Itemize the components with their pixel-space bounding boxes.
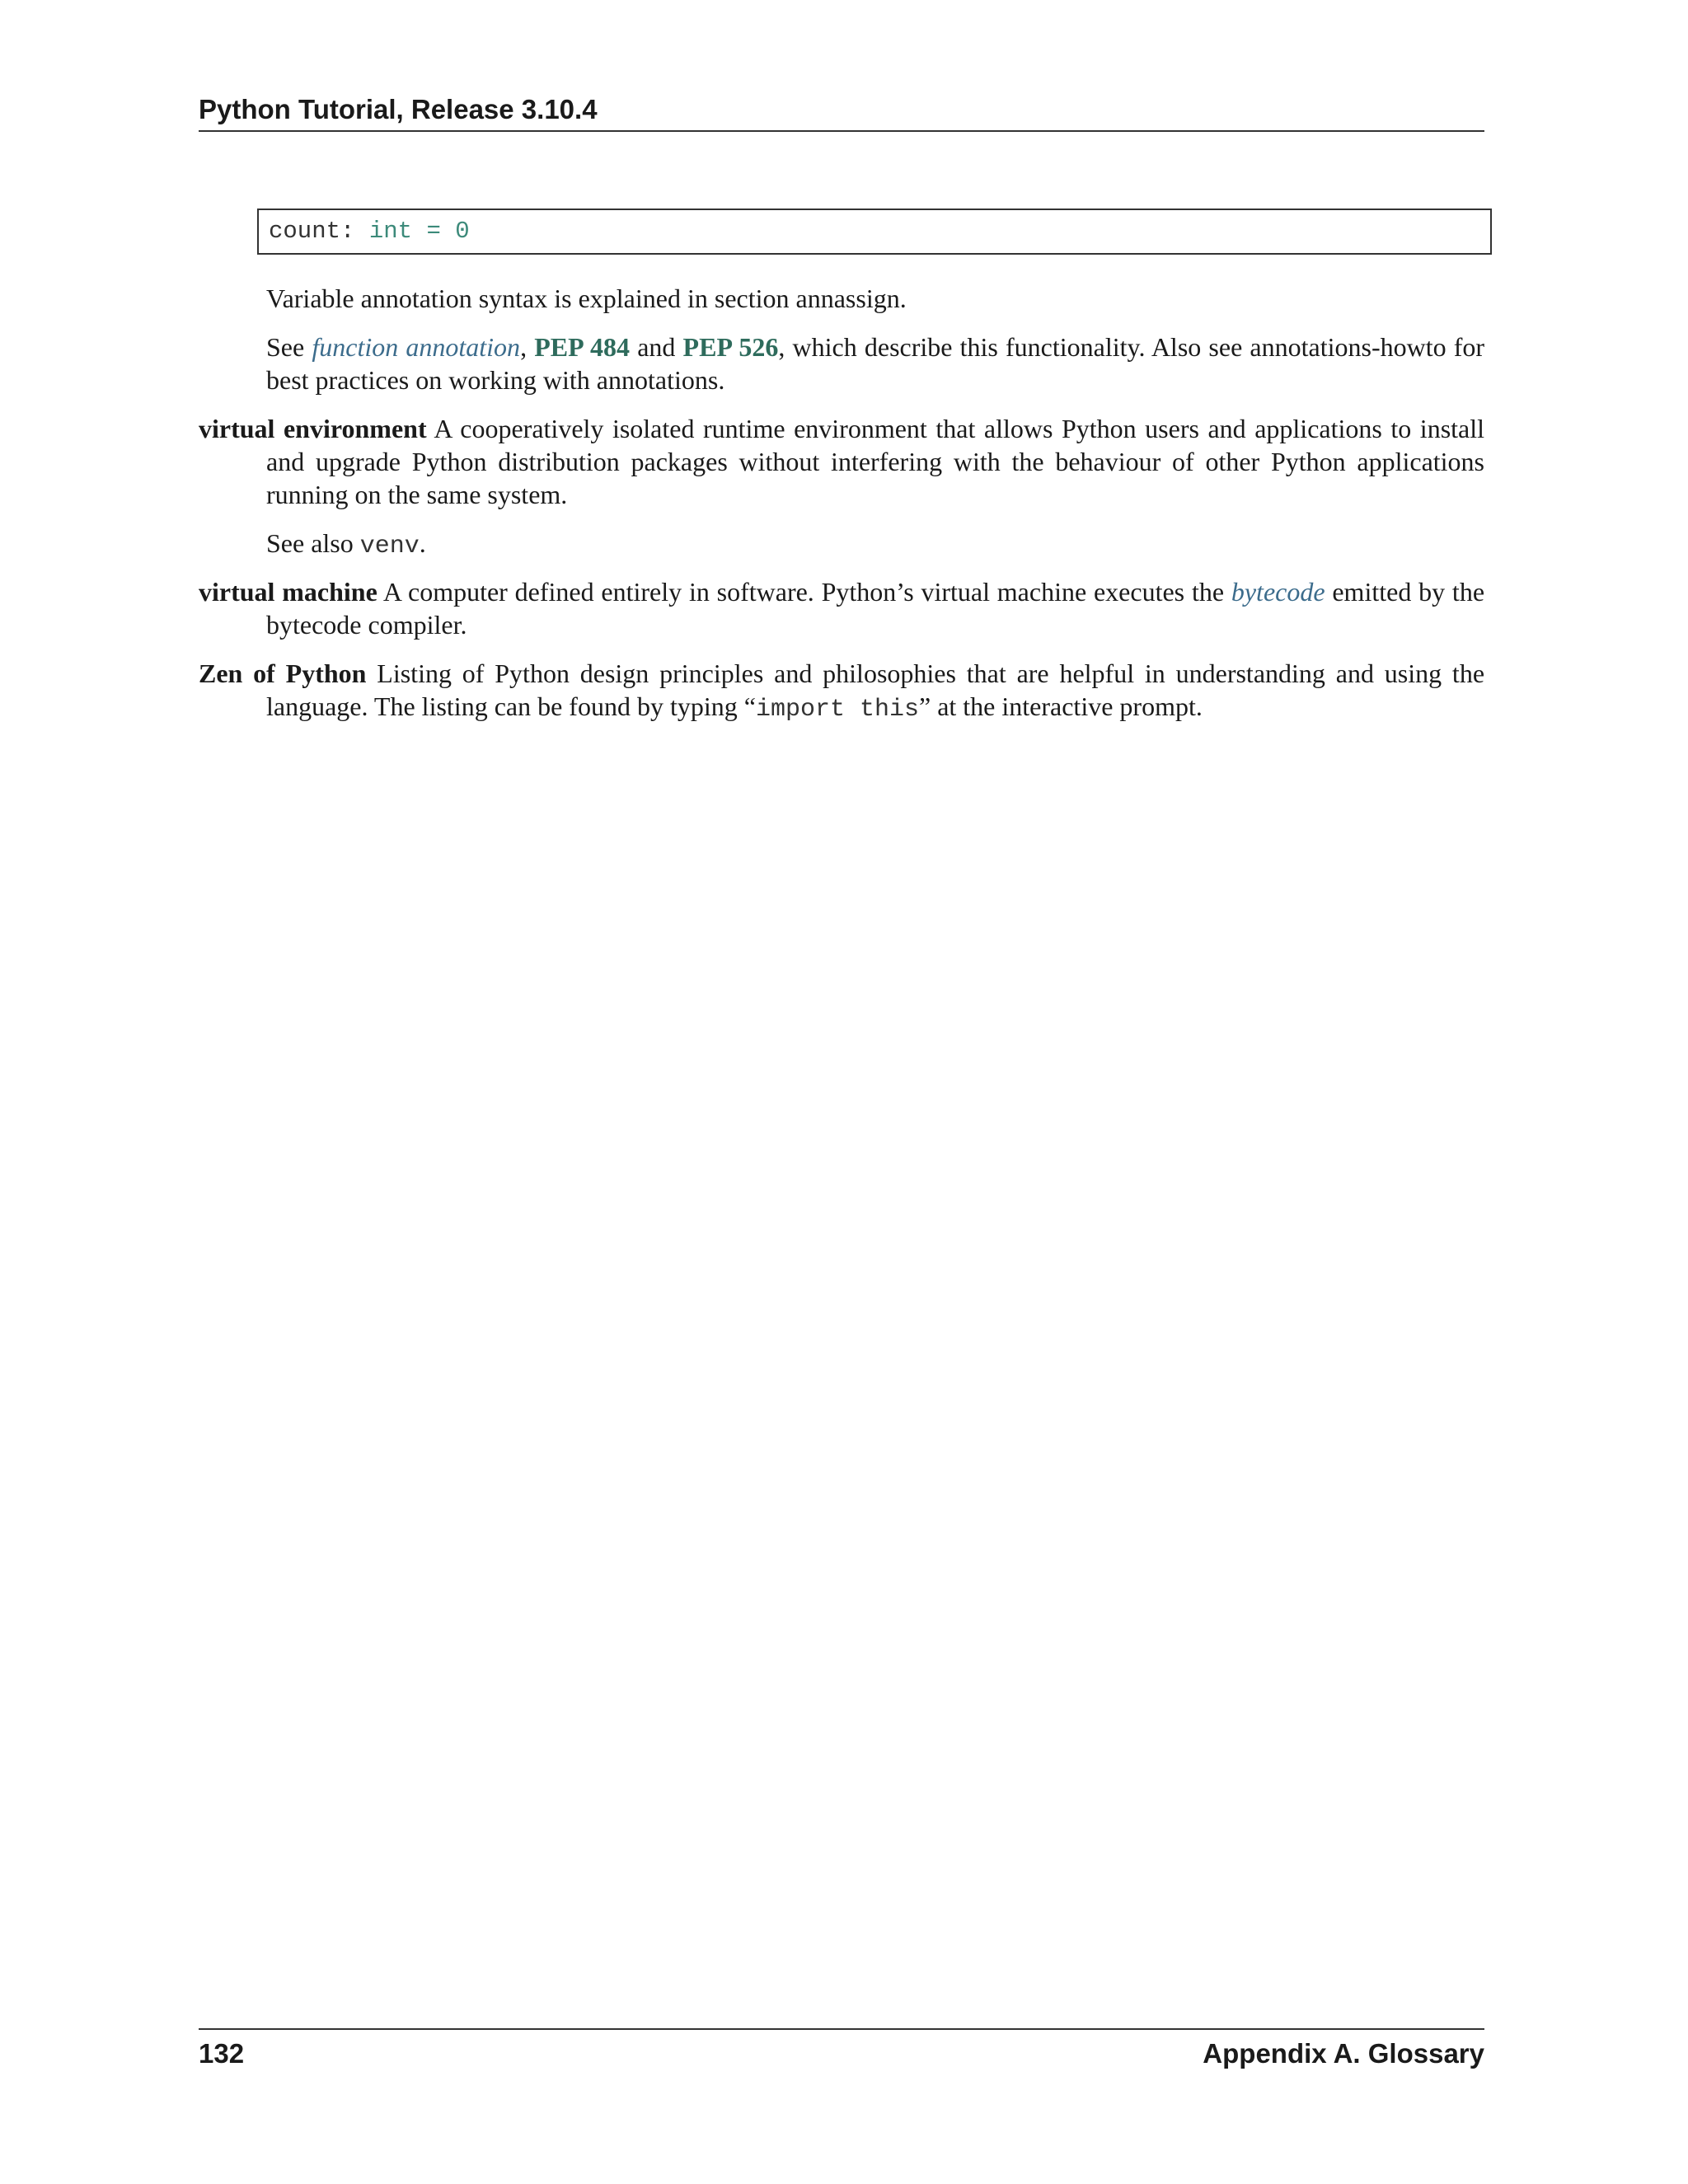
glossary-entry-virtual-environment bbox=[199, 412, 1484, 511]
glossary-entry-zen-of-python bbox=[199, 657, 1484, 726]
page-number: 132 bbox=[199, 2038, 245, 2069]
bytecode-link[interactable]: bytecode bbox=[1231, 577, 1325, 607]
code-variable-name: count bbox=[269, 218, 341, 245]
page-footer bbox=[199, 2028, 1484, 2073]
pep-484-link[interactable]: PEP 484 bbox=[534, 332, 631, 362]
glossary-entry-virtual-machine bbox=[199, 575, 1484, 641]
definition-virtual-environment: A cooperatively isolated runtime environment that allows Python users and applications to install and upgrade Python distribution packages without interfering with the behaviour of other Python applications running on the same system. bbox=[266, 414, 1485, 509]
see-also-suffix: . bbox=[419, 528, 426, 558]
annotation-see-paragraph bbox=[266, 330, 1484, 396]
see-suffix: , which describe this functionality. Also see annotations-howto for best practices on working with annotations. bbox=[266, 332, 1485, 395]
definition-zen-suffix: ” at the interactive prompt. bbox=[918, 691, 1203, 721]
definition-virtual-machine-prefix: A computer defined entirely in software. Python’s virtual machine executes the bbox=[382, 577, 1231, 607]
virtual-environment-see-also bbox=[266, 527, 1484, 563]
venv-code[interactable]: venv bbox=[359, 532, 420, 560]
code-equals: = bbox=[426, 218, 441, 245]
function-annotation-link[interactable]: function annotation bbox=[312, 332, 521, 362]
definition-virtual-machine-suffix: emitted by the bytecode compiler. bbox=[266, 577, 1485, 640]
import-this-code: import this bbox=[755, 696, 919, 724]
annotation-syntax-note: Variable annotation syntax is explained in section annassign. bbox=[266, 284, 907, 313]
code-type: int bbox=[368, 218, 413, 245]
chapter-title: Appendix A. Glossary bbox=[1203, 2038, 1484, 2069]
term-virtual-environment: virtual environment bbox=[199, 414, 427, 443]
definition-zen-prefix: Listing of Python design principles and philosophies that are helpful in understanding and using the language. The listing can be found by typing “ bbox=[266, 658, 1485, 721]
code-colon: : bbox=[340, 218, 355, 245]
comma-separator: , bbox=[520, 332, 528, 362]
pep-526-link[interactable]: PEP 526 bbox=[682, 332, 779, 362]
and-text: and bbox=[630, 332, 683, 362]
running-title: Python Tutorial, Release 3.10.4 bbox=[199, 94, 598, 124]
term-zen-of-python: Zen of Python bbox=[199, 658, 367, 688]
code-example-box bbox=[257, 209, 1492, 255]
code-value: 0 bbox=[455, 218, 470, 245]
see-also-prefix: See also bbox=[266, 528, 360, 558]
term-virtual-machine: virtual machine bbox=[199, 577, 377, 607]
page-header bbox=[199, 92, 1484, 132]
see-prefix: See bbox=[266, 332, 312, 362]
